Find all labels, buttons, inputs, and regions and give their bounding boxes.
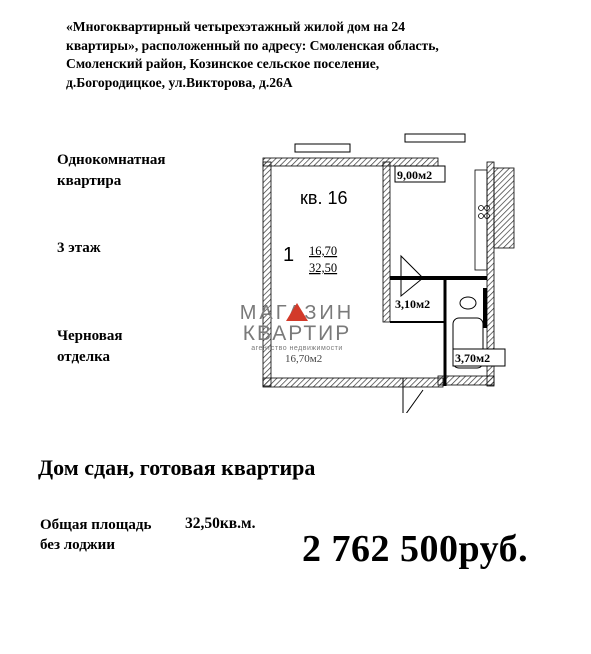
area-label-line-2: без лоджии <box>40 537 115 553</box>
price: 2 762 500руб. <box>302 528 529 570</box>
bath-area: 3,70м2 <box>455 351 491 365</box>
floor-label: 3 этаж <box>57 240 101 256</box>
area-label-line-1: Общая площадь <box>40 517 152 533</box>
apartment-number: кв. 16 <box>300 188 348 208</box>
total-area: 32,50 <box>309 261 338 275</box>
address-line-2: квартиры», расположенный по адресу: Смоленская область, <box>66 37 439 53</box>
address-line-3: Смоленский район, Козинское сельское поселение, <box>66 56 380 71</box>
area-value: 32,50кв.м. <box>185 515 256 532</box>
rooms-description <box>57 150 165 192</box>
watermark-line-2: КВАРТИР <box>242 322 352 345</box>
kitchen-fixtures <box>475 170 490 270</box>
area-label <box>40 515 151 555</box>
kitchen-area: 9,00м2 <box>397 168 433 182</box>
address-header <box>66 18 536 92</box>
address-line-1: «Многоквартирный четырехэтажный жилой дом на 24 <box>66 19 406 34</box>
floor-plan <box>255 128 515 413</box>
watermark-line-3: агентство недвижимости <box>251 345 343 352</box>
watermark-triangle-icon <box>286 303 308 321</box>
living-area: 16,70 <box>309 244 338 258</box>
hall-area: 3,10м2 <box>395 297 431 311</box>
rooms-line-1: Однокомнатная <box>57 152 166 168</box>
address-line-4: д.Богородицкое, ул.Викторова, д.26А <box>66 74 293 90</box>
finish-line-1: Черновая <box>57 328 123 344</box>
room-area-partial: 16,70м2 <box>285 353 323 365</box>
balcony-wall <box>494 168 514 248</box>
finish-line-2: отделка <box>57 349 111 365</box>
window-kitchen <box>405 134 465 142</box>
rooms-line-2: квартира <box>57 173 122 189</box>
watermark-line-1: МАГАЗИН <box>239 302 355 324</box>
status-heading: Дом сдан, готовая квартира <box>38 455 316 480</box>
window-room <box>295 144 350 152</box>
rooms-count: 1 <box>283 244 295 266</box>
watermark-logo <box>232 303 362 352</box>
finish-description <box>57 326 123 368</box>
